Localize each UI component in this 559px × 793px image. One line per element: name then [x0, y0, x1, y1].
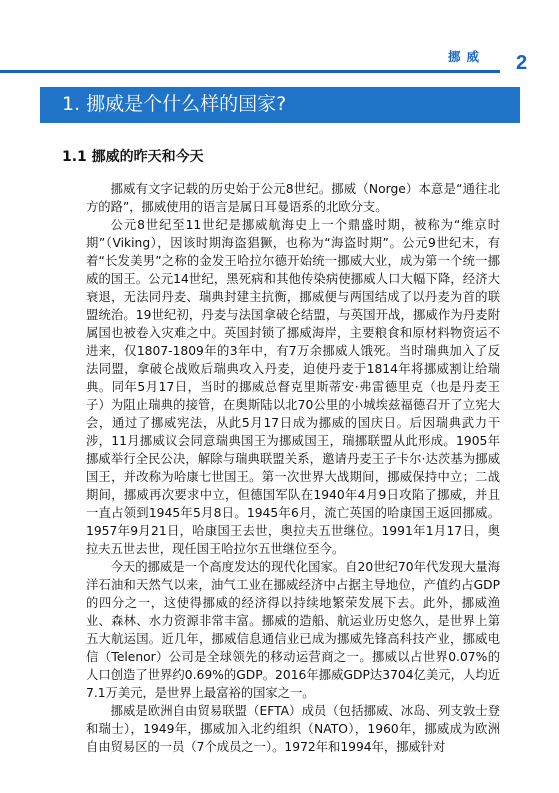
paragraph: 今天的挪威是一个高度发达的现代化国家。自20世纪70年代发现大量海洋石油和天然气以来，油气工业在挪威经济中占据主导地位，产值约占GDP的四分之一，这使得挪威的经济得以持续地繁荣发展下去。此外，挪威渔业、森林、水力资源非常丰富。挪威的造船、航运业历史悠久，是世界上第五大航运国。近几年，挪威信息通信业已成为挪威先锋高科技产业，挪威电信（Telenor）公司是全球领先的移动运营商之一。挪威以占世界0.07%的人口创造了世界约0.69%的GDP。2016年挪威GDP达3704亿美元，人均近7.1万美元，是世界上最富裕的国家之一。 — [86, 560, 500, 700]
body-text — [86, 180, 500, 756]
paragraph: 公元8世纪至11世纪是挪威航海史上一个鼎盛时期，被称为“维京时期”（Viking），因该时期海盗猖獗，也称为“海盗时期”。公元9世纪末，有着“长发美男”之称的金发王哈拉尔德开始统一挪威大业，成为第一个统一挪威的国王。公元14世纪，黑死病和其他传染病使挪威人口大幅下降，经济大衰退，无法同丹麦、瑞典封建主抗衡，挪威便与两国结成了以丹麦为首的联盟统治。19世纪初，丹麦与法国拿破仑结盟，与英国开战，挪威作为丹麦附属国也被卷入灾难之中。英国封锁了挪威海岸，主要粮食和原材料物资运不进来，仅1807-1809年的3年中，有7万余挪威人饿死。当时瑞典加入了反法同盟，拿破仑战败后瑞典攻入丹麦，迫使丹麦于1814年将挪威割让给瑞典。同年5月17日，当时的挪威总督克里斯蒂安·弗雷德里克（也是丹麦王子）为阻止瑞典的接管，在奥斯陆以北70公里的小城埃兹福德召开了立宪大会，通过了挪威宪法，从此5月17日成为挪威的国庆日。后因瑞典武力干涉，11月挪威议会同意瑞典国王为挪威国王，瑞挪联盟从此形成。1905年挪威举行全民公决，解除与瑞典联盟关系，邀请丹麦王子卡尔·达茨基为挪威国王，并改称为哈康七世国王。第一次世界大战期间，挪威保持中立；二战期间，挪威再次要求中立，但德国军队在1940年4月9日攻陷了挪威，并且一直占领到1945年5月8日。1945年6月，流亡英国的哈康国王返回挪威。1957年9月21日，哈康国王去世，奥拉夫五世继位。1991年1月17日，奥拉夫五世去世，现任国王哈拉尔五世继位至今。 — [86, 218, 500, 556]
running-header-title: 挪威 — [448, 49, 486, 64]
paragraph: 挪威是欧洲自由贸易联盟（EFTA）成员（包括挪威、冰岛、列支敦士登和瑞士），1949年，挪威加入北约组织（NATO），1960年，挪威成为欧洲自由贸易区的一员（7个成员之一）。1972年和1994年，挪威针对 — [86, 704, 500, 754]
header-rule — [0, 70, 500, 73]
paragraph: 挪威有文字记载的历史始于公元8世纪。挪威（Norge）本意是“通往北方的路”，挪威使用的语言是属日耳曼语系的北欧分支。 — [86, 182, 500, 214]
section-title: 1.1 挪威的昨天和今天 — [62, 149, 204, 165]
page-number: 2 — [516, 52, 528, 74]
chapter-title: 1. 挪威是个什么样的国家? — [62, 93, 287, 115]
